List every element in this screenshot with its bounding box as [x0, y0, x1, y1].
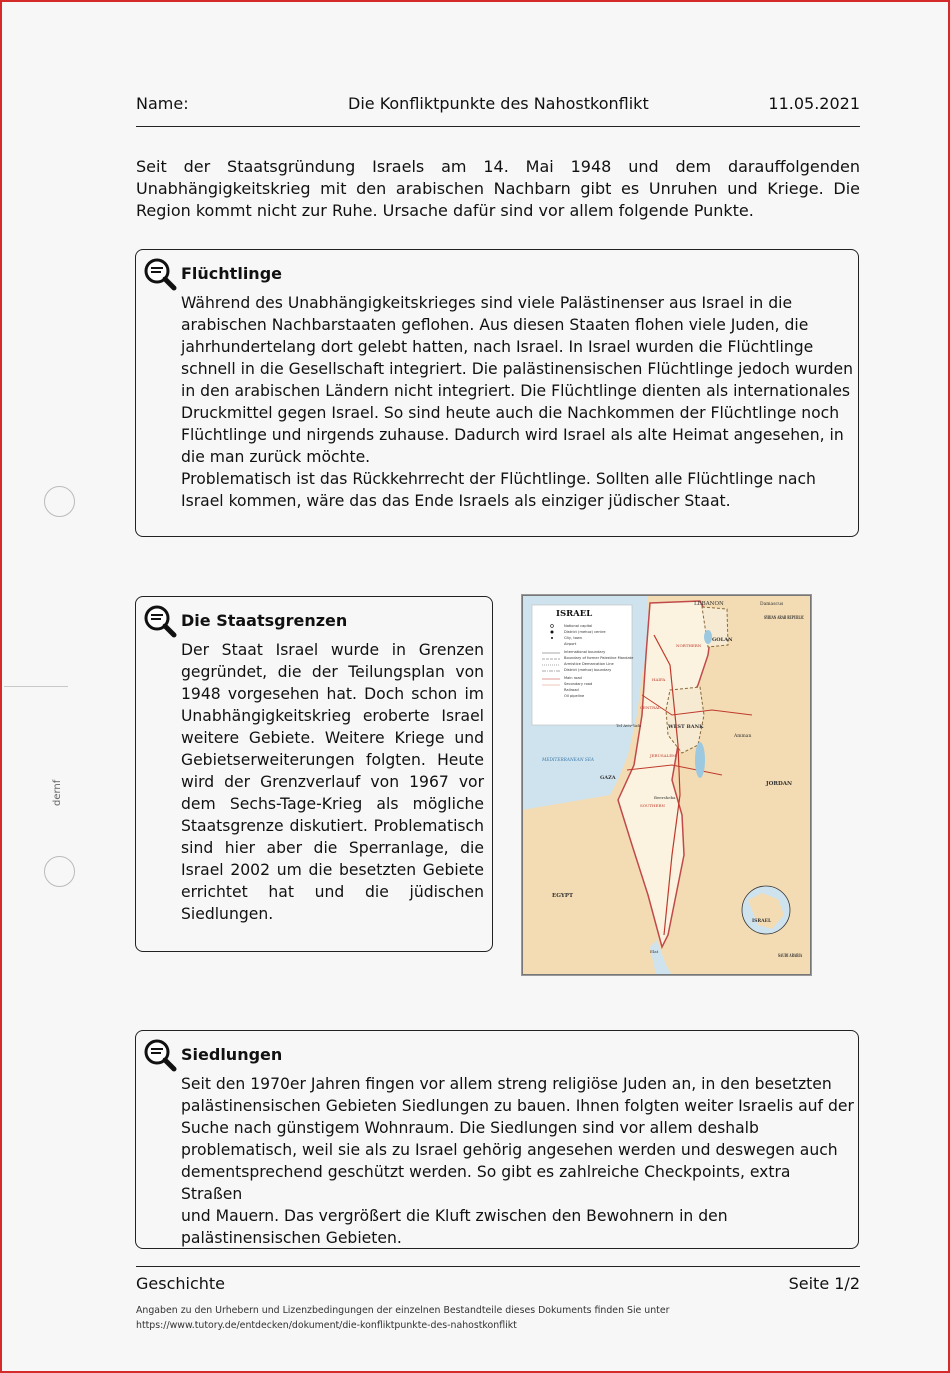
- credits: [136, 1303, 669, 1333]
- legend-item: Main road: [564, 676, 582, 680]
- map-label: LEBANON: [694, 601, 724, 607]
- text-line: Flüchtlinge und nirgends zuhause. Dadurch wird Israel als alte Heimat angesehen, in: [181, 426, 844, 444]
- punch-hole: [44, 856, 75, 887]
- magnifier-icon: [142, 256, 178, 292]
- worksheet-date: 11.05.2021: [768, 94, 860, 113]
- text-line: dementsprechend geschützt werden. So gibt es zahlreiche Checkpoints, extra Straßen: [181, 1163, 791, 1203]
- credits-text: Angaben zu den Urhebern und Lizenzbedingungen der einzelnen Bestandteile dieses Dokuments finden Sie unter: [136, 1305, 670, 1316]
- map-label: CENTRAL: [640, 705, 661, 710]
- legend-item: Armistice Demarcation Line: [564, 662, 614, 666]
- magnifier-icon: [142, 1037, 178, 1073]
- text-line: schnell in die Gesellschaft integriert. Die palästinensischen Flüchtlinge jedoch wurden: [181, 360, 854, 378]
- map-label: GOLAN: [712, 637, 733, 643]
- map-label: Damascus: [760, 602, 784, 607]
- section-siedlungen: [135, 1030, 859, 1249]
- map-label: MEDITERRANEAN SEA: [542, 758, 599, 763]
- text-line: palästinensischen Gebieten Siedlungen zu bauen. Ihnen folgten weiter Israelis auf der: [181, 1097, 854, 1115]
- section-title: Flüchtlinge: [181, 264, 282, 283]
- legend-item: International boundary: [564, 650, 606, 654]
- map-graphic: [522, 595, 811, 975]
- text-line: Seit den 1970er Jahren fingen vor allem streng religiöse Juden an, in den besetzten: [181, 1075, 832, 1093]
- legend-item: Oil pipeline: [564, 694, 585, 698]
- intro-paragraph: Seit der Staatsgründung Israels am 14. Mai 1948 und dem darauffolgenden Unabhängigkeitskrieg mit den arabischen Nachbarn gibt es Unruhen und Kriege. Die Region kommt nicht zur Ruhe. Ursache dafür sind vor allem folgende Punkte.: [136, 157, 860, 220]
- israel-map: [521, 594, 812, 976]
- map-label: Beersheba: [654, 795, 676, 800]
- text-line: Problematisch ist das Rückkehrrecht der Flüchtlinge. Sollten alle Flüchtlinge nach: [181, 470, 816, 488]
- legend-item: District (mehoz) centre: [564, 630, 606, 634]
- map-inset-label: ISRAEL: [752, 919, 772, 924]
- section-title: Siedlungen: [181, 1045, 283, 1064]
- map-label: JORDAN: [766, 781, 793, 787]
- name-label: Name:: [136, 94, 189, 113]
- text-line: problematisch, weil sie als zu Israel gehörig angesehen werden und deswegen auch: [181, 1141, 838, 1159]
- map-title: ISRAEL: [556, 609, 593, 619]
- section-fluechtlinge: [135, 249, 859, 537]
- map-label: NORTHERN: [676, 643, 702, 648]
- legend-item: District (mehoz) boundary: [564, 668, 612, 672]
- map-label: SAUDI ARABIA: [778, 953, 803, 959]
- map-label: GAZA: [600, 775, 616, 781]
- map-label: SOUTHERN: [640, 803, 665, 808]
- punch-hole: [44, 486, 75, 517]
- text-line: die man zurück möchte.: [181, 448, 371, 466]
- section-staatsgrenzen: [135, 596, 493, 952]
- worksheet-footer: [136, 1266, 860, 1293]
- legend-item: Boundary of former Palestine Mandate: [564, 656, 634, 660]
- worksheet-title: Die Konfliktpunkte des Nahostkonflikt: [348, 94, 649, 113]
- map-label: Tel Aviv-Yafo: [616, 723, 642, 728]
- text-line: in den arabischen Ländern nicht integriert. Die Flüchtlinge dienten als internationales: [181, 382, 851, 400]
- map-label: Elat: [650, 949, 659, 954]
- text-line: Suche nach günstigem Wohnraum. Die Siedlungen sind vor allem deshalb: [181, 1119, 759, 1137]
- side-label: dernf: [52, 779, 63, 806]
- map-label: JERUSALEM: [650, 753, 677, 758]
- fold-mark: [4, 686, 68, 687]
- text-line: palästinensischen Gebieten.: [181, 1229, 402, 1247]
- page-number: Seite 1/2: [788, 1274, 860, 1293]
- legend-item: National capital: [564, 624, 593, 628]
- map-label: SYRIAN ARAB REPUBLIC: [764, 615, 805, 621]
- text-line: arabischen Nachbarstaaten geflohen. Aus diesen Staaten flohen viele Juden, die: [181, 316, 809, 334]
- legend-item: City, town: [564, 636, 583, 640]
- map-label: HAIFA: [652, 677, 666, 682]
- legend-item: Airport: [564, 642, 577, 646]
- map-label: WEST BANK: [668, 724, 704, 730]
- worksheet-header: [136, 92, 860, 127]
- section-body: [181, 292, 861, 512]
- credits-link[interactable]: https://www.tutory.de/entdecken/dokument/die-konfliktpunkte-des-nahostkonflikt: [136, 1320, 517, 1331]
- map-label: EGYPT: [552, 893, 574, 899]
- text-line: und Mauern. Das vergrößert die Kluft zwischen den Bewohnern in den: [181, 1207, 728, 1225]
- legend-item: Railroad: [564, 688, 579, 692]
- section-body: [181, 1073, 856, 1249]
- legend-item: Secondary road: [564, 682, 593, 686]
- map-label: Amman: [734, 734, 752, 739]
- section-title: Die Staatsgrenzen: [181, 611, 348, 630]
- section-body: Der Staat Israel wurde in Grenzen gegründet, die der Teilungsplan von 1948 vorgesehen hat. Doch schon im Unabhängigkeitskrieg eroberte Israel weitere Gebiete. Weitere Kriege und Gebietserweiterungen folgten. Heute wird der Grenzverlauf von 1967 vor dem Sechs-Tage-Krieg als mögliche Staatsgrenze diskutiert. Problematisch sind hier aber die Sperranlage, die Israel 2002 um die besetzten Gebiete errichtet hat und die jüdischen Siedlungen.: [181, 641, 484, 923]
- text-line: Während des Unabhängigkeitskrieges sind viele Palästinenser aus Israel in die: [181, 294, 793, 312]
- text-line: Druckmittel gegen Israel. So sind heute auch die Nachkommen der Flüchtlinge noch: [181, 404, 840, 422]
- text-line: jahrhundertelang dort gelebt hatten, nach Israel. In Israel wurden die Flüchtlinge: [181, 338, 814, 356]
- text-line: Israel kommen, wäre das das Ende Israels als einziger jüdischer Staat.: [181, 492, 731, 510]
- magnifier-icon: [142, 603, 178, 639]
- subject-label: Geschichte: [136, 1274, 226, 1293]
